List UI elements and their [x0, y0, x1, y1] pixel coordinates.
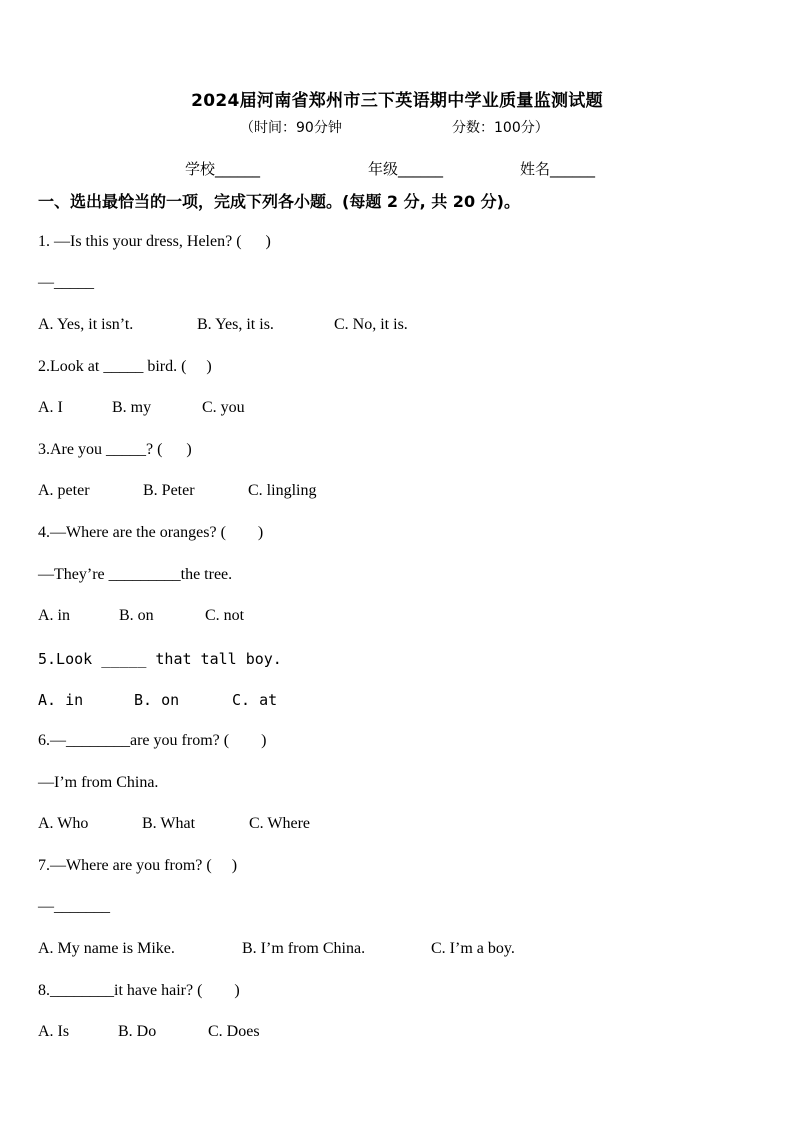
option-1a: A. Yes, it isn’t.	[38, 316, 134, 333]
question-7: 7.—Where are you from? ( )	[38, 857, 238, 874]
option-2a: A. I	[38, 399, 63, 416]
option-8a: A. Is	[38, 1023, 70, 1040]
question-2: 2.Look at _____ bird. ( )	[38, 358, 212, 375]
option-7c: C. I’m a boy.	[431, 940, 515, 957]
option-4b: B. on	[119, 607, 154, 624]
question-4-reply: —They’re _________the tree.	[38, 566, 233, 583]
option-7a: A. My name is Mike.	[38, 940, 175, 957]
grade-field: 年级______	[368, 160, 444, 178]
option-2c: C. you	[202, 399, 245, 416]
exam-score: 分数：100分）	[452, 120, 549, 136]
school-field: 学校______	[185, 160, 261, 178]
question-6: 6.—________are you from? ( )	[38, 732, 267, 749]
name-field: 姓名______	[520, 160, 596, 178]
option-6c: C. Where	[249, 815, 311, 832]
option-8b: B. Do	[118, 1023, 157, 1040]
option-6a: A. Who	[38, 815, 89, 832]
question-3: 3.Are you _____? ( )	[38, 441, 192, 458]
question-4: 4.—Where are the oranges? ( )	[38, 524, 264, 541]
option-1b: B. Yes, it is.	[197, 316, 274, 333]
option-8c: C. Does	[208, 1023, 260, 1040]
option-4c: C. not	[205, 607, 245, 624]
option-6b: B. What	[142, 815, 196, 832]
option-3b: B. Peter	[143, 482, 195, 499]
option-5c: C. at	[232, 691, 278, 709]
exam-time: （时间：90分钟	[240, 120, 342, 136]
option-7b: B. I’m from China.	[242, 940, 366, 957]
question-5: 5.Look _____ that tall boy.	[38, 650, 282, 668]
section-title: 一、选出最恰当的一项，完成下列各小题。(每题 2 分, 共 20 分)。	[38, 192, 520, 211]
option-1c: C. No, it is.	[334, 316, 408, 333]
option-3c: C. lingling	[248, 482, 317, 499]
page-title: 2024届河南省郑州市三下英语期中学业质量监测试题	[191, 91, 603, 111]
option-5a: A. in	[38, 691, 84, 709]
question-6-reply: —I’m from China.	[38, 774, 159, 791]
answer-blank-1: —_____	[38, 274, 94, 291]
option-3a: A. peter	[38, 482, 90, 499]
option-5b: B. on	[134, 691, 180, 709]
option-2b: B. my	[112, 399, 152, 416]
option-4a: A. in	[38, 607, 70, 624]
question-1: 1. —Is this your dress, Helen? ( )	[38, 233, 271, 250]
question-8: 8.________it have hair? ( )	[38, 982, 240, 999]
answer-blank-7: —_______	[38, 898, 110, 915]
